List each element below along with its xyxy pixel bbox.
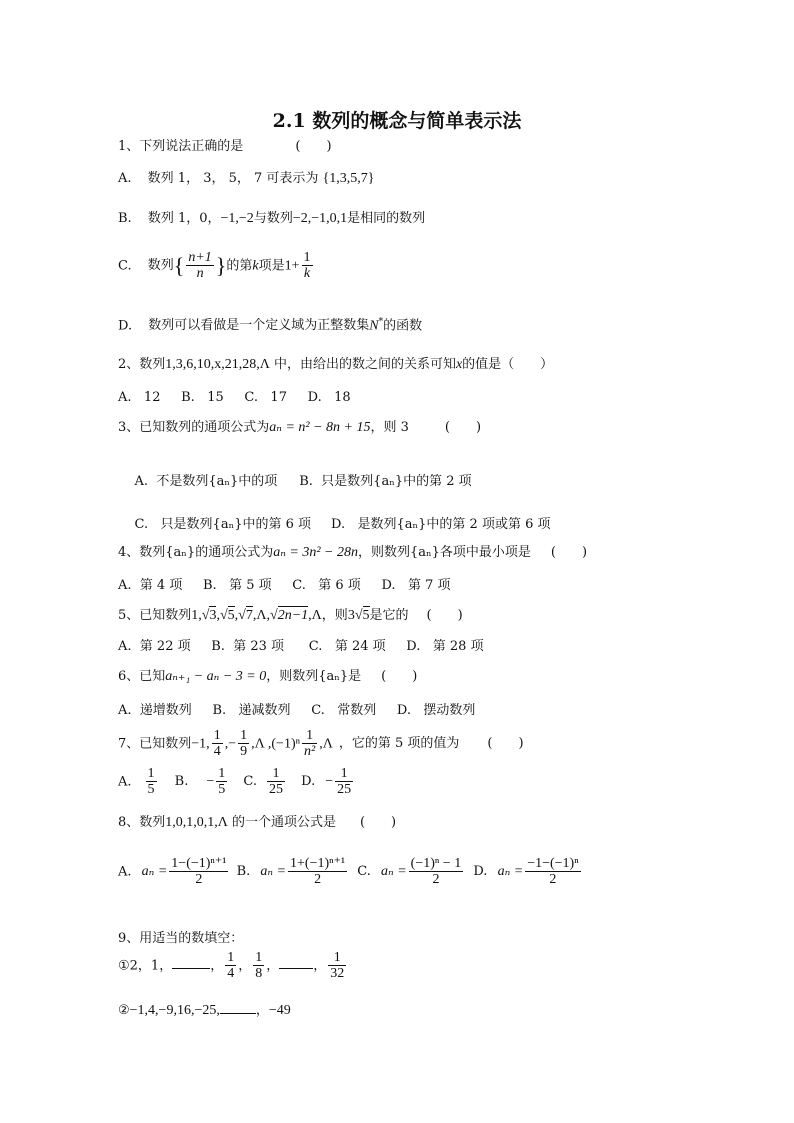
math-var: N [369,318,379,334]
option-label: A. [118,171,132,186]
option-label: B. [174,774,189,790]
fraction: $\frac{1}{k}$ [303,250,311,282]
fraction: $\frac{1}{25}$ [337,766,352,798]
math-sequence: 1,3,6,10,x,21,28,Λ [165,357,270,372]
ellipsis: Λ [256,608,267,623]
question-3-stem [118,421,481,435]
fraction: $\frac{\text{1−(−1)ⁿ⁺¹}}{2}$ [171,856,227,888]
fraction: $\frac{\text{1+(−1)ⁿ⁺¹}}{2}$ [290,856,346,888]
question-text: 1、下列说法正确的是 [118,139,244,154]
question-7-stem: 7、已知数列−1, $\frac{1}{4}$ ,− $\frac{1}{9}$ ,Λ ,(−1)ⁿ $\frac{1}{\text{n²}}$ ,Λ ，它的第 5 项的值为 ( ) [118,728,524,760]
option-a: A. 不是数列{aₙ}中的项 [134,474,278,489]
question-9-row-1: ①2，1， ， $\frac{1}{4}$ ， $\frac{1}{8}$ ， ， $\frac{1}{32}$ [118,950,345,982]
question-text: 6、已知 [118,669,166,684]
fill-blank[interactable] [279,968,313,969]
fraction: $\frac{1}{32}$ [330,950,345,982]
option-text: 是相同的数列 [347,211,426,226]
option-b: B. 只是数列{aₙ}中的第 2 项 [299,474,472,489]
question-text: 的值是（ ） [462,357,554,372]
fraction: $\frac{1}{5}$ [147,766,155,798]
option-label: C. [243,774,258,790]
question-4-options: A. 第 4 项 B. 第 5 项 C. 第 6 项 D. 第 7 项 [118,578,451,593]
option-label: B. [236,864,251,880]
math-formula: aₙ = n² − 8n + 15 [269,420,371,435]
brace-right: } [215,252,227,278]
question-text: ，则数列{aₙ}各项中最小项是 [357,545,531,560]
question-1-stem [118,140,332,153]
question-9-row-2: ②−1,4,−9,16,−25, ，−49 [118,1003,291,1018]
option-label: D. [301,774,316,790]
option-text: 的函数 [383,318,423,334]
option-label: C. [357,864,371,880]
option-label: C. [118,258,132,274]
fraction: $\frac{1}{4}$ [227,950,235,982]
question-text: 5、已知数列 [118,608,192,623]
question-5-options: A. 第 22 项 B. 第 23 项 C. 第 24 项 D. 第 28 项 [118,639,484,654]
superscript: * [378,317,384,327]
question-4-stem [118,546,587,560]
sqrt-radicand: 5 [227,608,235,623]
math-sequence: 1,0,1,0,1,Λ [165,815,228,830]
option-label: A. [118,774,132,790]
sqrt-radicand: 3 [209,608,217,623]
question-text: ，则 [321,608,348,623]
fraction: $\frac{\text{−1−(−1)ⁿ}}{2}$ [527,856,579,888]
question-3-options-ab [118,462,472,501]
fraction: $\frac{1}{9}$ [240,728,248,760]
question-text: 2、数列 [118,357,166,372]
question-text: 的一个通项公式是 [231,815,336,830]
option-c: C. 只是数列{aₙ}中的第 6 项 [134,517,311,532]
math-set: {1,3,5,7} [322,171,375,186]
question-6-stem [118,670,417,684]
math-var: x [455,357,463,372]
fraction: $\frac{1}{5}$ [218,766,226,798]
question-text: ，则 3 [370,420,409,435]
sqrt-radicand: 7 [245,608,253,623]
option-text: 数列可以看做是一个定义域为正整数集 [148,318,370,334]
option-label: D. [473,864,488,880]
option-d: D. 是数列{aₙ}中的第 2 项或第 6 项 [331,517,551,532]
math-var: k [252,258,259,274]
fraction: $\frac{\text{(−1)ⁿ − 1}}{2}$ [410,856,462,888]
question-8-options: A. aₙ = $\frac{\text{1−(−1)ⁿ⁺¹}}{2}$ B. aₙ = $\frac{\text{1+(−1)ⁿ⁺¹}}{2}$ C. aₙ = $\frac{\text{(−1)ⁿ − 1}}{2}$ D. aₙ = $\frac{\text{−1−(−1)ⁿ}}{2}$ [118,856,579,888]
question-9-stem: 9、用适当的数填空： [118,931,244,946]
fill-blank[interactable] [220,1013,256,1014]
math-expr: 3 [347,608,355,623]
page-title: 2.1 数列的概念与简单表示法 [272,110,522,132]
question-6-options: A. 递增数列 B. 递减数列 C. 常数列 D. 摆动数列 [118,703,476,718]
option-text: 数列 [147,258,174,274]
option-text: 数列 1，0， [147,211,221,226]
option-label: D. [118,318,133,334]
sqrt-radicand: 2n−1 [277,608,309,623]
question-3-options-cd [118,505,550,544]
math-expr: 1+ [284,258,300,274]
question-1-option-a [118,172,375,186]
answer-paren: ( ) [550,545,588,560]
option-text: 项是 [258,258,285,274]
fraction: $\frac{1}{\text{n²}}$ [304,728,316,760]
answer-paren: ( ) [444,420,482,435]
question-text: 7、已知数列 [118,736,192,752]
answer-paren: ( ) [487,736,524,752]
question-2-stem [118,358,553,372]
fraction: $\frac{1}{8}$ [255,950,263,982]
question-8-stem [118,816,396,830]
option-text: 与数列 [253,211,293,226]
option-label: A. [118,864,132,880]
option-text: 的第 [226,258,253,274]
question-text: 中，由给出的数之间的关系可知 [273,357,456,372]
question-7-options: A. $\frac{1}{5}$ B. − $\frac{1}{5}$ C. $\frac{1}{25}$ D. − $\frac{1}{25}$ [118,766,352,798]
question-text: 4、数列{aₙ}的通项公式为 [118,545,274,560]
math-expr: −2,−1,0,1 [292,211,348,226]
fraction: $\frac{n+1}{n}$ [188,250,212,282]
option-text: 数列 1， 3， 5， 7 可表示为 [147,171,319,186]
question-2-options: A. 12 B. 15 C. 17 D. 18 [118,390,351,405]
fraction: $\frac{1}{4}$ [213,728,221,760]
answer-paren: ( ) [359,815,397,830]
answer-paren: ( ) [381,669,418,684]
answer-paren: ( ) [426,608,463,623]
question-5-stem: 5、已知数列1,√3,√5,√7,Λ,√2n−1,Λ，则3√5是它的 ( ) [118,608,463,623]
math-expr: −1,−2 [220,211,254,226]
math-formula: aₙ₊₁ − aₙ − 3 = 0 [165,669,267,684]
fraction: $\frac{1}{25}$ [269,766,284,798]
brace-left: { [173,252,185,278]
option-label: B. [118,211,132,226]
answer-paren: ( ) [295,139,332,154]
math-formula: aₙ = 3n² − 28n [273,545,358,560]
question-1-option-b [118,212,425,226]
math-expr: 1, [191,608,202,623]
question-1-option-c [118,250,315,282]
question-text: ，它的第 5 项的值为 [338,736,460,752]
question-text: 8、数列 [118,815,166,830]
question-text: 3、已知数列的通项公式为 [118,420,270,435]
question-text: ，则数列{aₙ}是 [266,669,362,684]
question-text: 是它的 [369,608,409,623]
question-1-option-d [118,318,422,333]
fill-blank[interactable] [172,968,210,969]
math-sequence: −1,4,−9,16,−25, [129,1003,220,1018]
